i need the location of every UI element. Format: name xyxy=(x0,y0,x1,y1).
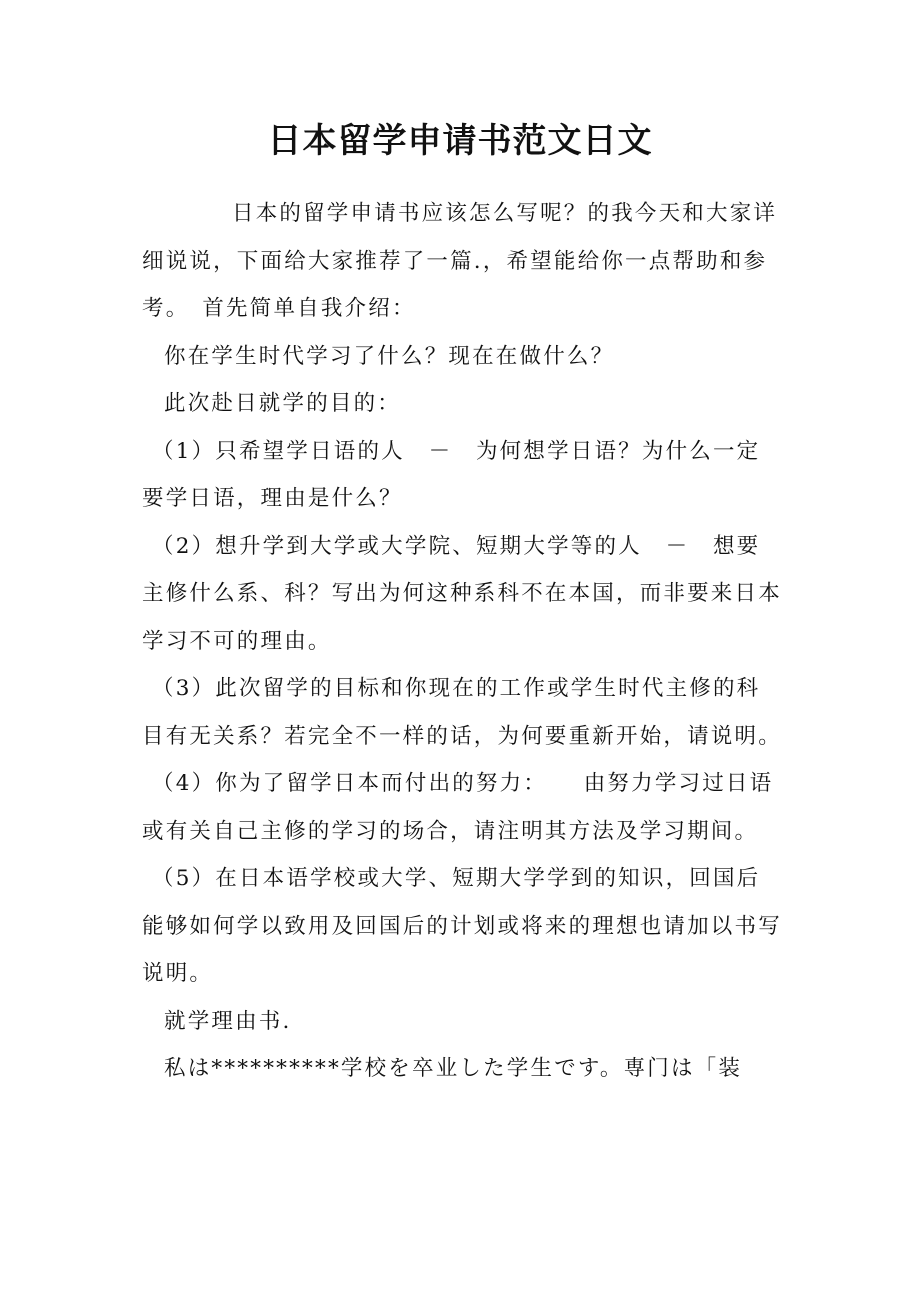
purpose-heading: 此次赴日就学的目的： xyxy=(164,391,402,416)
question-student-life: 你在学生时代学习了什么？现在在做什么？ xyxy=(164,343,615,369)
reason-heading: 就学理由书. xyxy=(164,1008,292,1034)
item-1-paragraph: （1）只希望学日语的人 － 为何想学日语？为什么一定要学日语，理由是什么？ xyxy=(142,438,761,511)
document-title: 日本留学申请书范文日文 xyxy=(267,121,653,161)
japanese-paragraph: 私は**********学校を卒业した学生です。専门は「装 xyxy=(164,1056,743,1081)
document-body xyxy=(142,190,782,1093)
intro-paragraph: 日本的留学申请书应该怎么写呢？的我今天和大家详细说说，下面给大家推荐了一篇.，希望能给你一点帮助和参考。 首先简单自我介绍： xyxy=(142,201,778,321)
item-5-paragraph: （5）在日本语学校或大学、短期大学学到的知识，回国后能够如何学以致用及回国后的计划或将来的理想也请加以书写说明。 xyxy=(142,866,782,986)
item-4-paragraph: （4）你为了留学日本而付出的努力： 由努力学习过日语或有关自己主修的学习的场合，请注明其方法及学习期间。 xyxy=(142,771,774,844)
item-2-paragraph: （2）想升学到大学或大学院、短期大学等的人 － 想要主修什么系、科？写出为何这种系科不在本国，而非要来日本学习不可的理由。 xyxy=(142,533,782,654)
item-3-paragraph: （3）此次留学的目标和你现在的工作或学生时代主修的科目有无关系？若完全不一样的话，为何要重新开始，请说明。 xyxy=(142,676,782,749)
